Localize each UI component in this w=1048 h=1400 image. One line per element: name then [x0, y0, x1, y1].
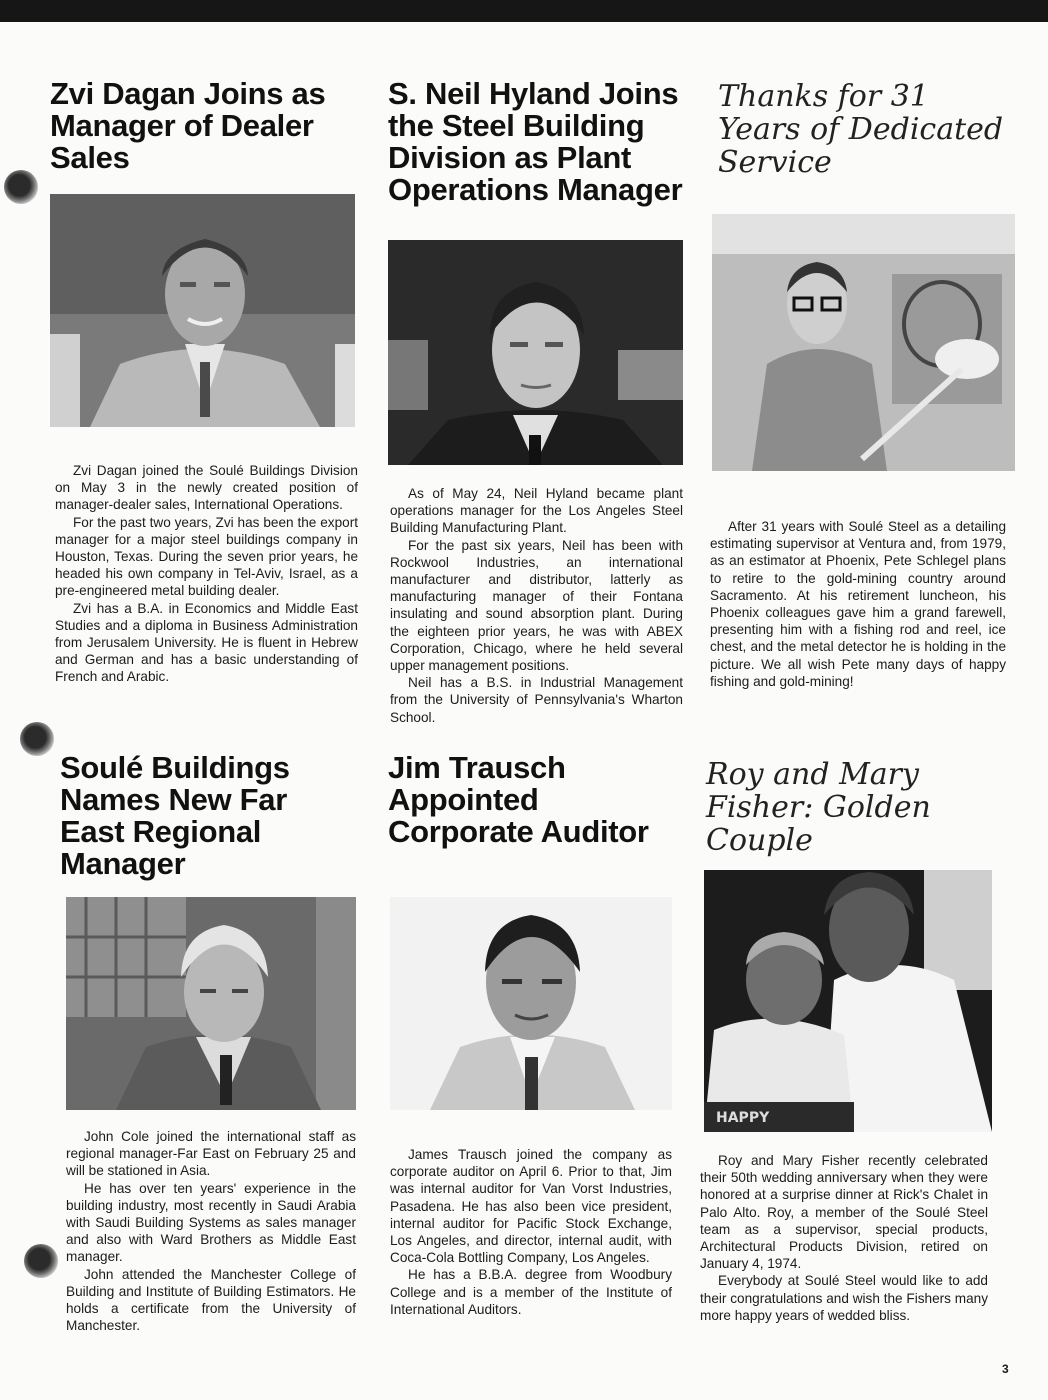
photo-john-cole — [66, 897, 356, 1110]
paragraph: As of May 24, Neil Hyland became plant operations manager for the Los Angeles Steel Building Manufacturing Plant. — [390, 486, 683, 536]
article-body — [390, 1146, 672, 1318]
paragraph: John Cole joined the international staff as regional manager-Far East on February 25 and will be stationed in Asia. — [66, 1129, 356, 1179]
article-body — [55, 462, 358, 686]
headline: Zvi Dagan Joins as Manager of Dealer Sales — [50, 76, 326, 175]
punch-hole-top — [4, 170, 38, 204]
photo-jim-trausch — [390, 897, 672, 1110]
paragraph: James Trausch joined the company as corporate auditor on April 6. Prior to that, Jim was internal auditor for Van Vorst Industries, Pasadena. He has also been vice president, internal auditor for Pacific Stock Exchange, Los Angeles, and director, internal audit, with Coca-Cola Bottling Company, Los Angeles. — [390, 1147, 672, 1266]
page-number: 3 — [1002, 1362, 1009, 1376]
paragraph: Zvi has a B.A. in Economics and Middle East Studies and a diploma in Business Administration from Jerusalem University. He is fluent in Hebrew and German and has a basic understanding of French and Arabic. — [55, 600, 358, 685]
article-body — [390, 485, 683, 726]
svg-text:HAPPY: HAPPY — [716, 1110, 770, 1126]
article-body — [710, 518, 1006, 690]
photo-neil-hyland — [388, 240, 683, 465]
paragraph: Zvi Dagan joined the Soulé Buildings Division on May 3 in the newly created position of manager-dealer sales, International Operations. — [55, 463, 358, 513]
headline: Jim Trausch Appointed Corporate Auditor — [388, 750, 649, 849]
scan-top-edge — [0, 0, 1048, 22]
paragraph: John attended the Manchester College of Building and Institute of Building Estimators. He holds a certificate from the University of Manchester. — [66, 1266, 356, 1334]
paragraph: He has over ten years' experience in the building industry, most recently in Saudi Arabia with Saudi Building Systems as sales manager and also with Ward Brothers as Middle East manager. — [66, 1180, 356, 1265]
paragraph: Roy and Mary Fisher recently celebrated their 50th wedding anniversary when they were honored at a surprise dinner at Rick's Chalet in Palo Alto. Roy, a member of the Soulé Steel team as a supervisor, special products, Architectural Products Division, retired on January 4, 1974. — [700, 1153, 988, 1272]
paragraph: Everybody at Soulé Steel would like to add their congratulations and wish the Fishers many more happy years of wedded bliss. — [700, 1273, 988, 1323]
paragraph: He has a B.B.A. degree from Woodbury College and is a member of the Institute of International Auditors. — [390, 1267, 672, 1317]
headline: S. Neil Hyland Joins the Steel Building Division as Plant Operations Manager — [388, 76, 683, 207]
paragraph: For the past six years, Neil has been with Rockwool Industries, an international manufacturer and distributor, latterly as manufacturing manager of their Fontana insulating and sound absorption plant. During the eighteen prior years, he was with ABEX Corporation, Chicago, where he held several upper management positions. — [390, 537, 683, 674]
article-body — [66, 1128, 356, 1334]
paragraph: For the past two years, Zvi has been the export manager for a major steel buildings company in Houston, Texas. During the seven prior years, he headed his own company in Tel-Aviv, Israel, as a pre-engineered metal building dealer. — [55, 514, 358, 599]
headline: Roy and Mary Fisher: Golden Couple — [706, 757, 931, 858]
photo-zvi-dagan — [50, 194, 355, 427]
punch-hole-bottom — [24, 1244, 58, 1278]
photo-pete-schlegel — [712, 214, 1015, 471]
paragraph: Neil has a B.S. in Industrial Management from the University of Pennsylvania's Wharton School. — [390, 675, 683, 725]
headline: Soulé Buildings Names New Far East Regional Manager — [60, 750, 290, 881]
paragraph: After 31 years with Soulé Steel as a detailing estimating supervisor at Ventura and, from 1979, as an estimator at Phoenix, Pete Schlegel plans to retire to the gold-mining country around Sacramento. At his retirement luncheon, his Phoenix colleagues gave him a grand farewell, presenting him with a fishing rod and reel, ice chest, and the metal detector he is holding in the picture. We all wish Pete many days of happy fishing and gold-mining! — [710, 519, 1006, 689]
article-body — [700, 1152, 988, 1324]
punch-hole-middle — [20, 722, 54, 756]
headline: Thanks for 31 Years of Dedicated Service — [718, 79, 1004, 180]
photo-roy-mary-fisher — [704, 870, 992, 1132]
